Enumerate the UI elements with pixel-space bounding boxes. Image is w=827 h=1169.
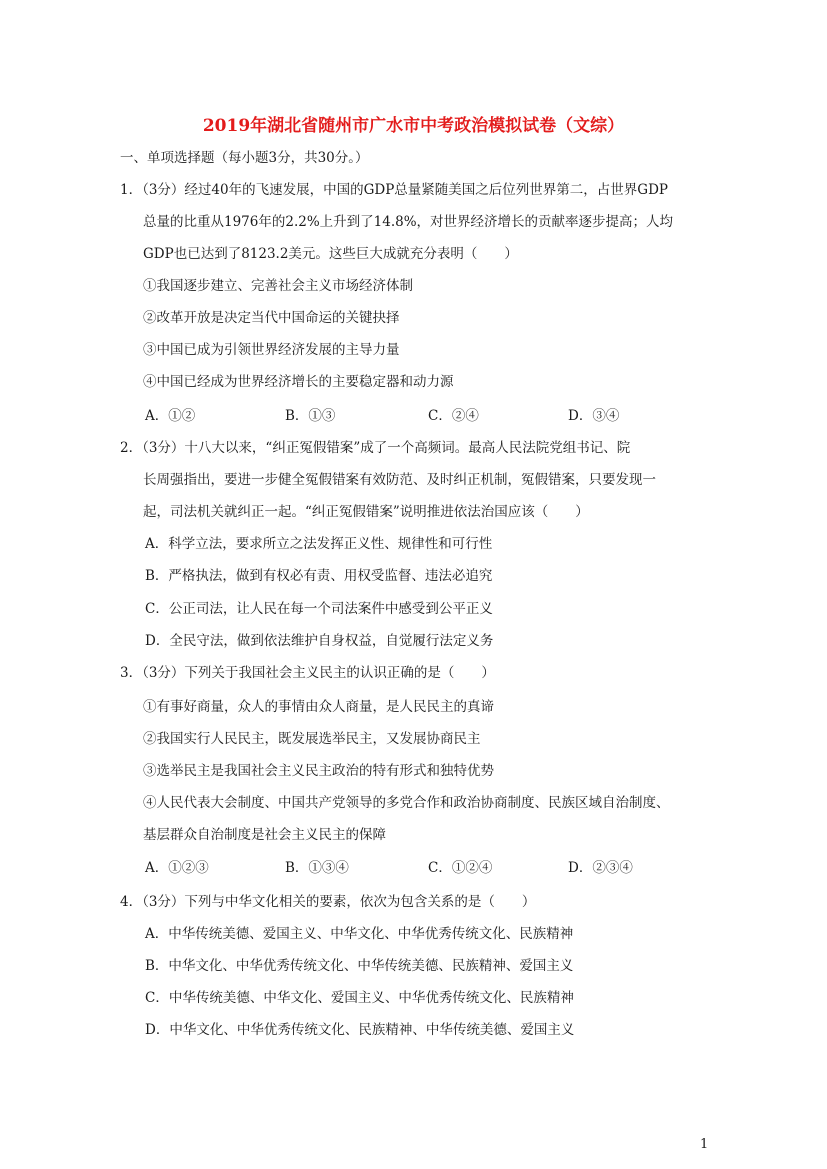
question-3-stem-line-1: 3．（3分）下列关于我国社会主义民主的认识正确的是（ ） bbox=[120, 665, 495, 681]
question-2-stem-line-1: 2．（3分）十八大以来，“纠正冤假错案”成了一个高频词。最高人民法院党组书记、院 bbox=[120, 440, 631, 456]
question-3-statement-4: ④人民代表大会制度、中国共产党领导的多党合作和政治协商制度、民族区域自治制度、 bbox=[143, 795, 670, 811]
page-title: 2019年湖北省随州市广水市中考政治模拟试卷（文综） bbox=[202, 116, 625, 136]
question-2-option-b[interactable]: B．严格执法，做到有权必有责、用权受监督、违法必追究 bbox=[145, 568, 493, 584]
question-3-statement-1: ①有事好商量，众人的事情由众人商量，是人民民主的真谛 bbox=[143, 699, 494, 715]
page-number: 1 bbox=[700, 1137, 709, 1152]
question-4-option-d[interactable]: D．中华文化、中华优秀传统文化、民族精神、中华传统美德、爱国主义 bbox=[145, 1022, 575, 1038]
question-3-statement-4-cont: 基层群众自治制度是社会主义民主的保障 bbox=[143, 827, 386, 843]
question-1-statement-3: ③中国已成为引领世界经济发展的主导力量 bbox=[143, 342, 400, 358]
question-4-option-b[interactable]: B．中华文化、中华优秀传统文化、中华传统美德、民族精神、爱国主义 bbox=[145, 958, 574, 974]
question-1-statement-4: ④中国已经成为世界经济增长的主要稳定器和动力源 bbox=[143, 374, 454, 390]
question-4-option-a[interactable]: A．中华传统美德、爱国主义、中华文化、中华优秀传统文化、民族精神 bbox=[145, 926, 574, 942]
question-1-stem-line-2: 总量的比重从1976年的2.2%上升到了14.8%，对世界经济增长的贡献率逐步提高；人均 bbox=[143, 214, 674, 230]
question-3-statement-2: ②我国实行人民民主，既发展选举民主，又发展协商民主 bbox=[143, 731, 481, 747]
question-1-option-a[interactable]: A．①② bbox=[145, 408, 196, 424]
question-1-options bbox=[0, 406, 827, 426]
question-4-stem-line-1: 4．（3分）下列与中华文化相关的要素，依次为包含关系的是（ ） bbox=[120, 894, 536, 910]
question-3-option-d[interactable]: D．②③④ bbox=[568, 860, 633, 876]
question-2-option-d[interactable]: D．全民守法，做到依法维护自身权益，自觉履行法定义务 bbox=[145, 633, 494, 649]
section-heading: 一、单项选择题（每小题3分，共30分。） bbox=[120, 150, 369, 166]
question-1-option-d[interactable]: D．③④ bbox=[568, 408, 620, 424]
question-1-stem-line-3: GDP也已达到了8123.2美元。这些巨大成就充分表明（ ） bbox=[143, 246, 518, 262]
question-2-stem-line-2: 长周强指出，要进一步健全冤假错案有效防范、及时纠正机制，冤假错案，只要发现一 bbox=[143, 472, 656, 488]
question-1-statement-2: ②改革开放是决定当代中国命运的关键抉择 bbox=[143, 310, 400, 326]
question-2-stem-line-3: 起，司法机关就纠正一起。“纠正冤假错案”说明推进依法治国应该（ ） bbox=[143, 504, 589, 520]
question-3-options bbox=[0, 858, 827, 878]
question-4-option-c[interactable]: C．中华传统美德、中华文化、爱国主义、中华优秀传统文化、民族精神 bbox=[145, 990, 574, 1006]
question-1-option-c[interactable]: C．②④ bbox=[428, 408, 479, 424]
question-3-statement-3: ③选举民主是我国社会主义民主政治的特有形式和独特优势 bbox=[143, 763, 494, 779]
question-3-option-b[interactable]: B．①③④ bbox=[285, 860, 349, 876]
question-2-option-a[interactable]: A．科学立法，要求所立之法发挥正义性、规律性和可行性 bbox=[145, 536, 493, 552]
question-1-statement-1: ①我国逐步建立、完善社会主义市场经济体制 bbox=[143, 278, 413, 294]
question-2-option-c[interactable]: C．公正司法，让人民在每一个司法案件中感受到公平正义 bbox=[145, 601, 493, 617]
question-1-stem-line-1: 1．（3分）经过40年的飞速发展，中国的GDP总量紧随美国之后位列世界第二，占世界GDP bbox=[120, 182, 668, 198]
question-1-option-b[interactable]: B．①③ bbox=[285, 408, 336, 424]
question-3-option-c[interactable]: C．①②④ bbox=[428, 860, 493, 876]
question-3-option-a[interactable]: A．①②③ bbox=[145, 860, 209, 876]
